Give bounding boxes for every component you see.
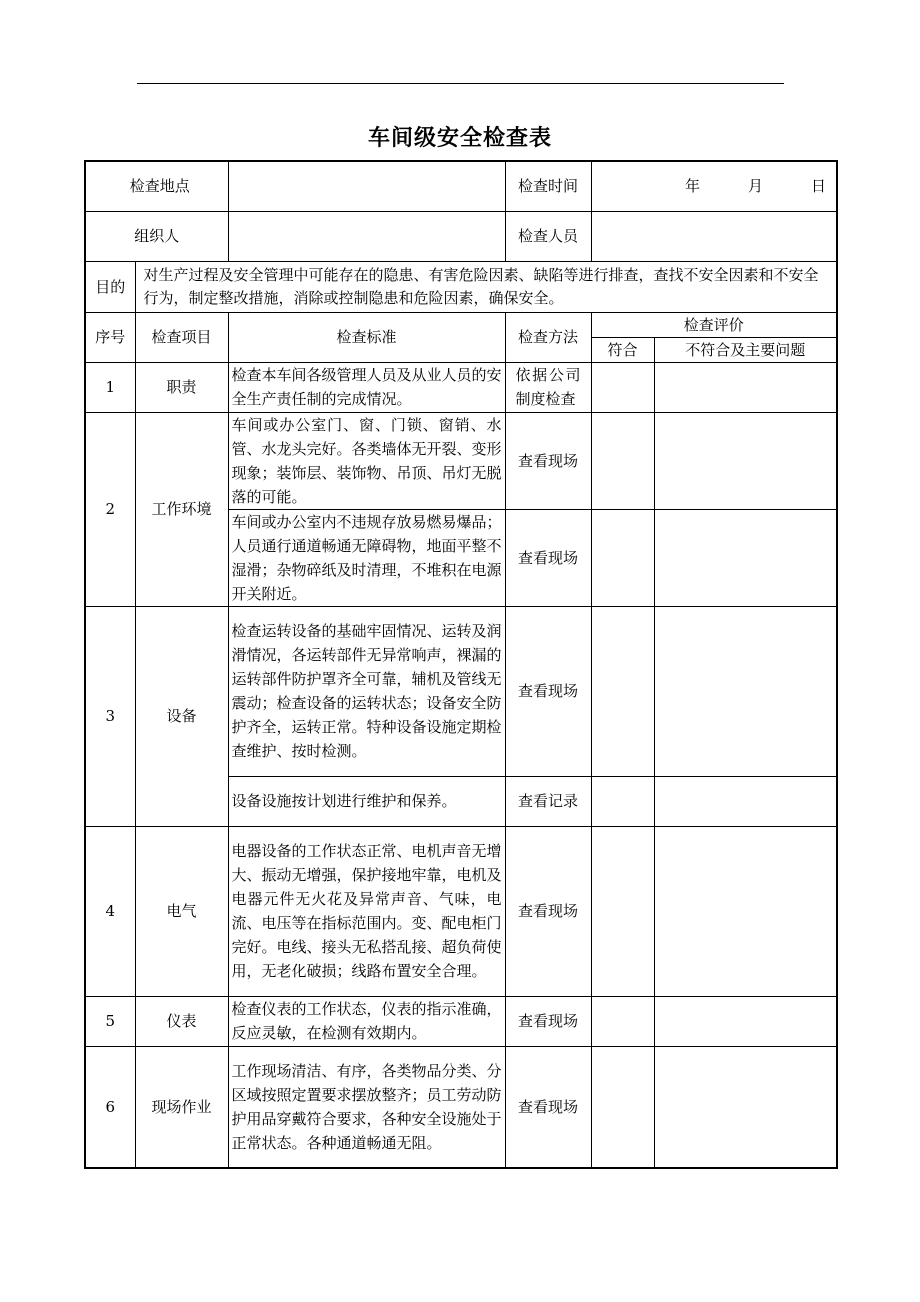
row-standard: 设备设施按计划进行维护和保养。 — [228, 776, 505, 826]
row-item: 工作环境 — [135, 412, 228, 606]
row-standard: 检查仪表的工作状态，仪表的指示准确，反应灵敏，在检测有效期内。 — [228, 996, 505, 1046]
col-evaluation: 检查评价 — [591, 312, 837, 337]
date-field[interactable] — [591, 161, 837, 211]
row-item: 现场作业 — [135, 1046, 228, 1168]
conform-cell[interactable] — [591, 362, 654, 412]
nonconform-cell[interactable] — [654, 826, 837, 996]
table-row — [85, 826, 837, 996]
row-standard: 工作现场清洁、有序，各类物品分类、分区域按照定置要求摆放整齐；员工劳动防护用品穿戴符合要求，各种安全设施处于正常状态。各种通道畅通无阻。 — [228, 1046, 505, 1168]
inspection-table — [84, 160, 838, 1169]
row-no: 1 — [85, 362, 135, 412]
location-field[interactable] — [228, 161, 505, 211]
row-item: 仪表 — [135, 996, 228, 1046]
row-method: 查看现场 — [505, 509, 591, 606]
row-standard: 车间或办公室门、窗、门锁、窗销、水管、水龙头完好。各类墙体无开裂、变形现象；装饰层、装饰物、吊顶、吊灯无脱落的可能。 — [228, 412, 505, 509]
conform-cell[interactable] — [591, 606, 654, 776]
organizer-field[interactable] — [228, 211, 505, 261]
row-no: 6 — [85, 1046, 135, 1168]
date-day: 日 — [811, 177, 827, 196]
table-row — [85, 1046, 837, 1168]
date-month: 月 — [748, 177, 764, 196]
row-method: 查看现场 — [505, 996, 591, 1046]
col-conform: 符合 — [591, 337, 654, 362]
nonconform-cell[interactable] — [654, 412, 837, 509]
table-row — [85, 606, 837, 776]
inspectors-label: 检查人员 — [505, 211, 591, 261]
conform-cell[interactable] — [591, 509, 654, 606]
row-method: 查看现场 — [505, 1046, 591, 1168]
organizer-label: 组织人 — [85, 211, 228, 261]
row-no: 5 — [85, 996, 135, 1046]
table-row — [85, 362, 837, 412]
row-method: 查看现场 — [505, 412, 591, 509]
conform-cell[interactable] — [591, 996, 654, 1046]
row-item: 设备 — [135, 606, 228, 826]
col-standard: 检查标准 — [228, 312, 505, 362]
row-no: 2 — [85, 412, 135, 606]
conform-cell[interactable] — [591, 1046, 654, 1168]
page-title: 车间级安全检查表 — [367, 126, 552, 151]
col-no: 序号 — [85, 312, 135, 362]
time-label: 检查时间 — [505, 161, 591, 211]
nonconform-cell[interactable] — [654, 776, 837, 826]
inspectors-field[interactable] — [591, 211, 837, 261]
table-row — [85, 996, 837, 1046]
purpose-label: 目的 — [85, 261, 135, 312]
nonconform-cell[interactable] — [654, 606, 837, 776]
row-item: 电气 — [135, 826, 228, 996]
nonconform-cell[interactable] — [654, 509, 837, 606]
row-method: 查看记录 — [505, 776, 591, 826]
location-label: 检查地点 — [85, 161, 228, 211]
nonconform-cell[interactable] — [654, 996, 837, 1046]
row-method: 查看现场 — [505, 606, 591, 776]
col-method: 检查方法 — [505, 312, 591, 362]
purpose-text: 对生产过程及安全管理中可能存在的隐患、有害危险因素、缺陷等进行排查，查找不安全因素和不安全行为，制定整改措施，消除或控制隐患和危险因素，确保安全。 — [135, 261, 837, 312]
row-standard: 电器设备的工作状态正常、电机声音无增大、振动无增强，保护接地牢靠，电机及电器元件无火花及异常声音、气味，电流、电压等在指标范围内。变、配电柜门完好。电线、接头无私搭乱接、超负荷使用，无老化破损；线路布置安全合理。 — [228, 826, 505, 996]
conform-cell[interactable] — [591, 776, 654, 826]
row-method: 查看现场 — [505, 826, 591, 996]
row-method: 依据公司制度检查 — [505, 362, 591, 412]
nonconform-cell[interactable] — [654, 362, 837, 412]
col-item: 检查项目 — [135, 312, 228, 362]
table-row — [85, 412, 837, 509]
date-year: 年 — [684, 177, 700, 196]
col-nonconform: 不符合及主要问题 — [654, 337, 837, 362]
row-standard: 车间或办公室内不违规存放易燃易爆品；人员通行通道畅通无障碍物，地面平整不湿滑；杂物碎纸及时清理，不堆积在电源开关附近。 — [228, 509, 505, 606]
row-item: 职责 — [135, 362, 228, 412]
nonconform-cell[interactable] — [654, 1046, 837, 1168]
row-standard: 检查运转设备的基础牢固情况、运转及润滑情况，各运转部件无异常响声，裸漏的运转部件防护罩齐全可靠，辅机及管线无震动；检查设备的运转状态；设备安全防护齐全，运转正常。特种设备设施定期检查维护、按时检测。 — [228, 606, 505, 776]
row-no: 3 — [85, 606, 135, 826]
row-no: 4 — [85, 826, 135, 996]
conform-cell[interactable] — [591, 826, 654, 996]
conform-cell[interactable] — [591, 412, 654, 509]
row-standard: 检查本车间各级管理人员及从业人员的安全生产责任制的完成情况。 — [228, 362, 505, 412]
header-rule — [137, 83, 784, 84]
